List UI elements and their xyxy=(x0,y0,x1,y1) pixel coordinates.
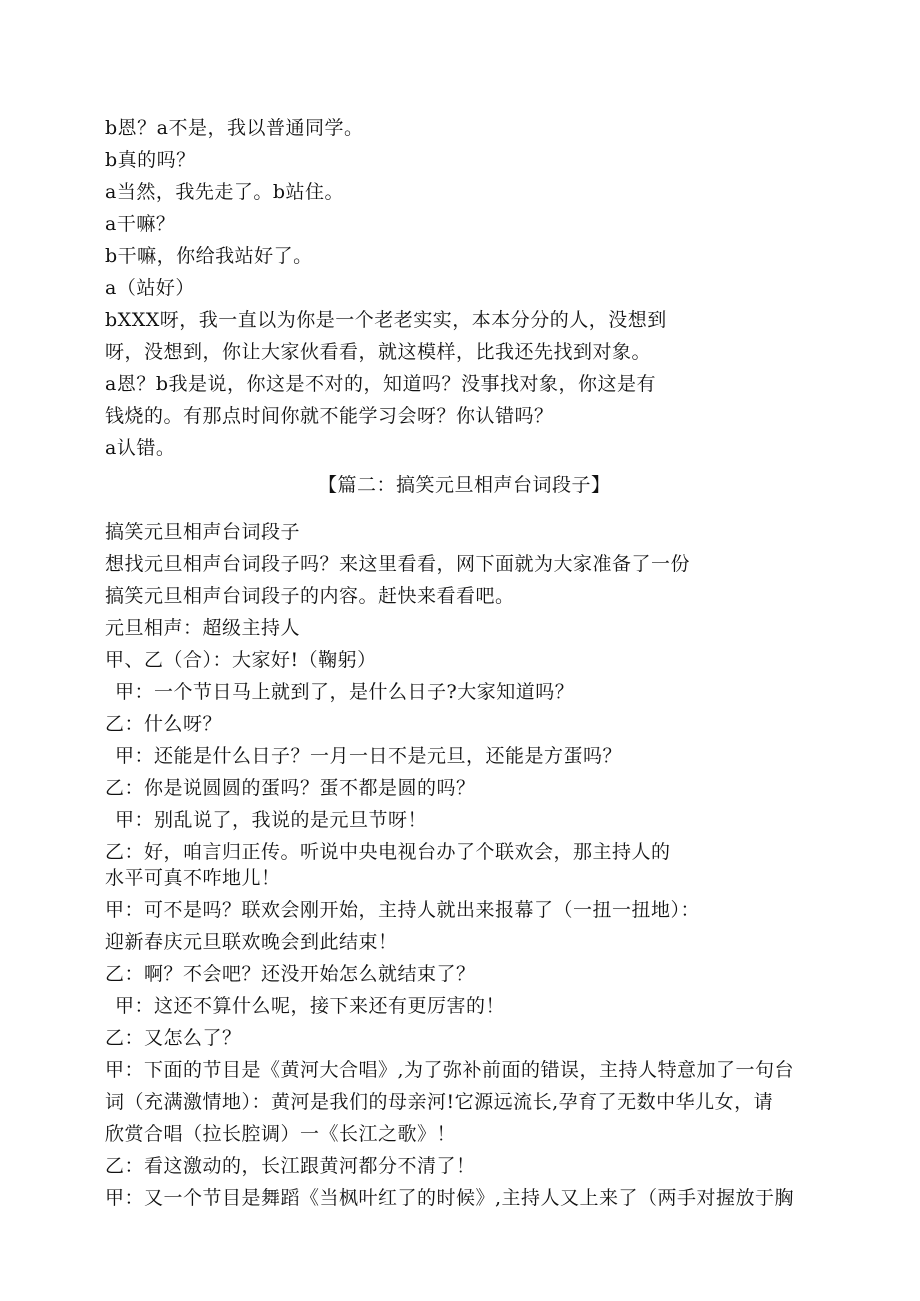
section-heading: 【篇二：搞笑元旦相声台词段子】 xyxy=(318,474,611,496)
body-line: 搞笑元旦相声台词段子的内容。赶快来看看吧。 xyxy=(105,585,515,607)
dialogue-line: 甲：可不是吗？联欢会刚开始，主持人就出来报幕了（一扭一扭地）： xyxy=(105,899,701,921)
dialogue-line: 甲：这还不算什么呢，接下来还有更厉害的！ xyxy=(115,995,506,1017)
body-line: 元旦相声：超级主持人 xyxy=(105,617,301,639)
dialogue-line: 甲：下面的节目是《黄河大合唱》,为了弥补前面的错误，主持人特意加了一句台 xyxy=(105,1059,795,1081)
dialogue-line: 水平可真不咋地儿！ xyxy=(105,867,281,889)
dialogue-line: 甲：还能是什么日子？一月一日不是元旦，还能是方蛋吗？ xyxy=(115,745,623,767)
dialogue-line: bXXX呀，我一直以为你是一个老老实实，本本分分的人，没想到 xyxy=(105,309,667,331)
dialogue-line: b真的吗？ xyxy=(105,149,196,171)
dialogue-line: 甲：别乱说了，我说的是元旦节呀！ xyxy=(115,809,428,831)
dialogue-line: 乙：又怎么了？ xyxy=(105,1027,242,1049)
dialogue-line: 甲：一个节日马上就到了，是什么日子?大家知道吗？ xyxy=(115,681,575,703)
body-line: 想找元旦相声台词段子吗？来这里看看，网下面就为大家准备了一份 xyxy=(105,553,691,575)
dialogue-line: 钱烧的。有那点时间你就不能学习会呀？你认错吗？ xyxy=(105,405,554,427)
dialogue-line: a认错。 xyxy=(105,437,176,459)
dialogue-line: b恩？a不是，我以普通同学。 xyxy=(105,117,364,139)
dialogue-line: b干嘛，你给我站好了。 xyxy=(105,245,313,267)
dialogue-line: 乙：你是说圆圆的蛋吗？蛋不都是圆的吗？ xyxy=(105,777,476,799)
dialogue-line: 乙：什么呀？ xyxy=(105,713,223,735)
dialogue-line: 呀，没想到，你让大家伙看看，就这模样，比我还先找到对象。 xyxy=(105,341,652,363)
dialogue-line: 迎新春庆元旦联欢晚会到此结束！ xyxy=(105,931,398,953)
dialogue-line: 乙：啊？不会吧？还没开始怎么就结束了？ xyxy=(105,963,476,985)
dialogue-line: a干嘛？ xyxy=(105,213,176,235)
dialogue-line: 欣赏合唱（拉长腔调）一《长江之歌》！ xyxy=(105,1123,457,1145)
dialogue-line: a当然，我先走了。b站住。 xyxy=(105,181,344,203)
dialogue-line: a恩？b我是说，你这是不对的，知道吗？没事找对象，你这是有 xyxy=(105,373,656,395)
dialogue-line: 甲：又一个节目是舞蹈《当枫叶红了的时候》,主持人又上来了（两手对握放于胸 xyxy=(105,1187,795,1209)
dialogue-line: 甲、乙（合）：大家好!（鞠躬） xyxy=(105,649,377,671)
dialogue-line: a（站好） xyxy=(105,277,195,299)
dialogue-line: 乙：好，咱言归正传。听说中央电视台办了个联欢会，那主持人的 xyxy=(105,841,671,863)
dialogue-line: 词（充满激情地）：黄河是我们的母亲河!它源远流长,孕育了无数中华儿女，请 xyxy=(105,1091,774,1113)
body-line: 搞笑元旦相声台词段子 xyxy=(105,521,301,543)
dialogue-line: 乙：看这激动的，长江跟黄河都分不清了！ xyxy=(105,1155,476,1177)
